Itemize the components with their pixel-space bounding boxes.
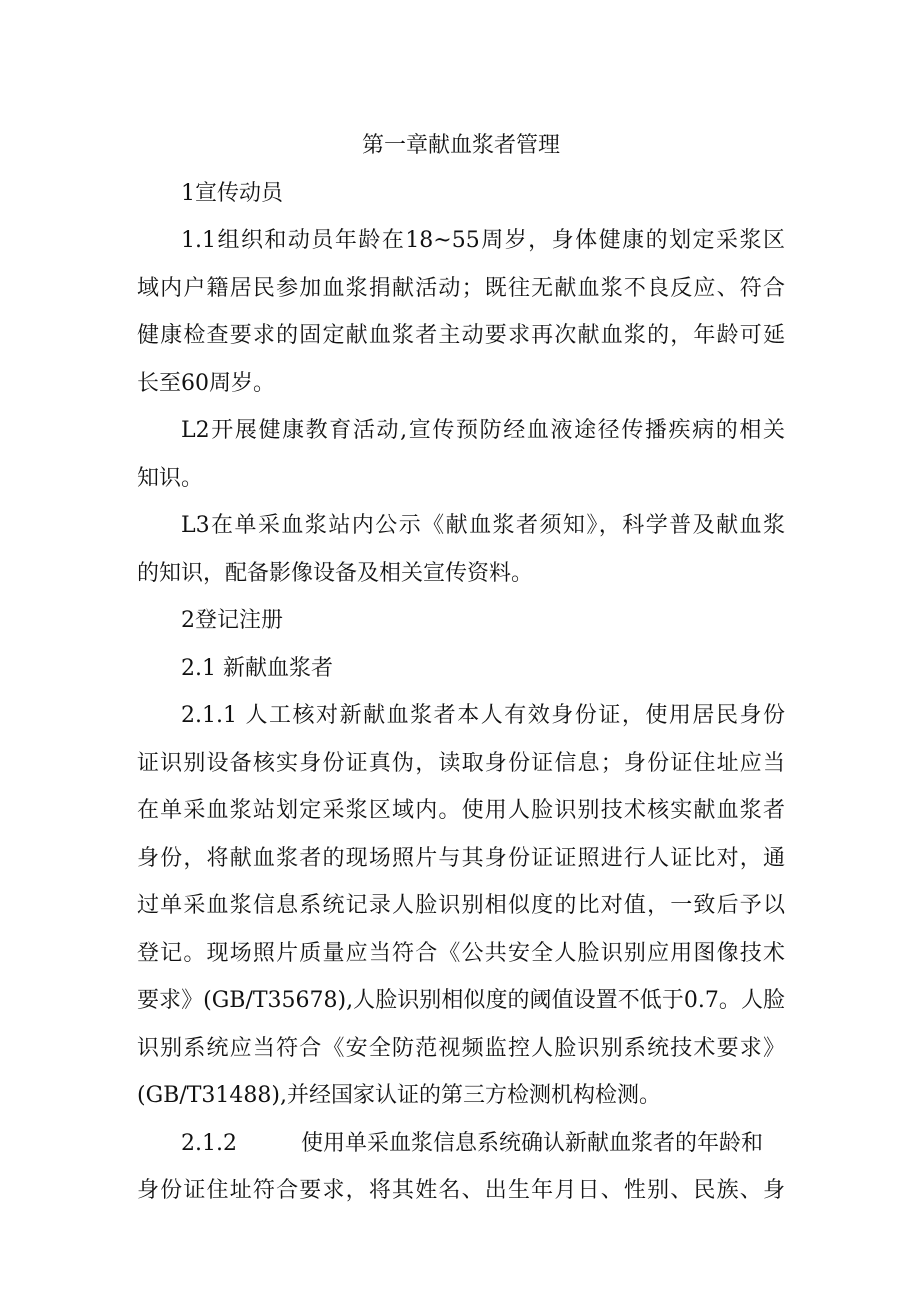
document-body (137, 122, 785, 1215)
paragraph-1-3-line-2: 的知识，配备影像设备及相关宣传资料。 (137, 560, 534, 586)
paragraph-1-1-line-1: 1.1组织和动员年龄在18~55周岁，身体健康的划定采浆区 (181, 228, 785, 253)
paragraph-1-3-line-1: L3在单采血浆站内公示《献血浆者须知》，科学普及献血浆 (181, 513, 785, 538)
clause-number-2-1-2: 2.1.2 (181, 1130, 237, 1156)
paragraph-2-1-1-line-7: 要求》(GB/T35678),人脸识别相似度的阈值设置不低于0.7。人脸 (137, 988, 785, 1013)
paragraph-2-1-1-line-1: 2.1.1 人工核对新献血浆者本人有效身份证，使用居民身份 (181, 703, 785, 728)
paragraph-2-1-1-line-8: 识别系统应当符合《安全防范视频监控人脸识别系统技术要求》 (137, 1035, 785, 1061)
chapter-title: 第一章献血浆者管理 (361, 133, 560, 158)
subsection-heading-2-1: 2.1 新献血浆者 (181, 655, 333, 681)
paragraph-2-1-1-line-3: 在单采血浆站划定采浆区域内。使用人脸识别技术核实献血浆者 (137, 798, 785, 823)
paragraph-2-1-1-line-9: (GB/T31488),并经国家认证的第三方检测机构检测。 (137, 1083, 661, 1108)
paragraph-1-1-line-2: 域内户籍居民参加血浆捐献活动；既往无献血浆不良反应、符合 (137, 275, 785, 301)
paragraph-2-1-2-line-1 (137, 1120, 785, 1168)
paragraph-2-1-2-line-2: 身份证住址符合要求，将其姓名、出生年月日、性别、民族、身 (137, 1178, 785, 1203)
paragraph-1-1-line-4: 长至60周岁。 (137, 370, 275, 396)
paragraph-1-2-line-2: 知识。 (137, 465, 204, 491)
paragraph-2-1-1-line-6: 登记。现场照片质量应当符合《公共安全人脸识别应用图像技术 (137, 940, 785, 966)
paragraph-1-2-line-1: L2开展健康教育活动,宣传预防经血液途径传播疾病的相关 (181, 418, 785, 443)
paragraph-2-1-1-line-2: 证识别设备核实身份证真伪，读取身份证信息；身份证住址应当 (137, 750, 785, 776)
section-heading-2: 2登记注册 (181, 608, 283, 633)
paragraph-2-1-1-line-4: 身份，将献血浆者的现场照片与其身份证证照进行人证比对，通 (137, 845, 785, 871)
paragraph-2-1-1-line-5: 过单采血浆信息系统记录人脸识别相似度的比对值，一致后予以 (137, 893, 785, 918)
section-heading-1: 1宣传动员 (181, 180, 283, 206)
paragraph-2-1-2-line-1-text: 使用单采血浆信息系统确认新献血浆者的年龄和 (300, 1130, 763, 1156)
paragraph-1-1-line-3: 健康检查要求的固定献血浆者主动要求再次献血浆的，年龄可延 (137, 323, 785, 348)
